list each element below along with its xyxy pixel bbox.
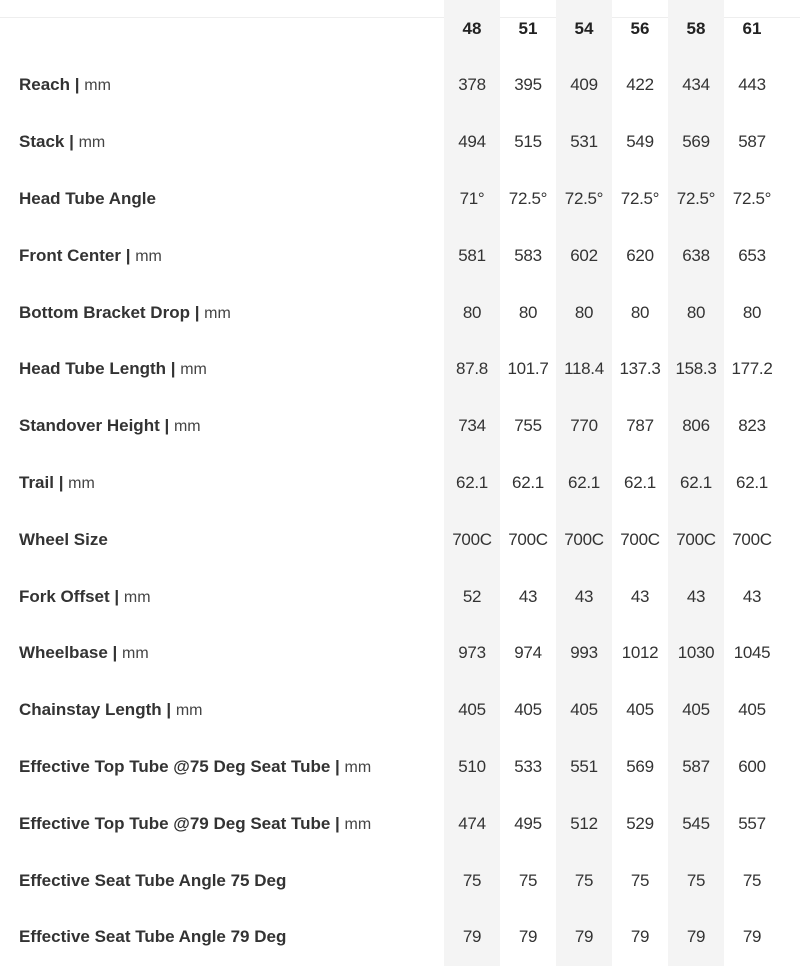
row-label [0,625,444,682]
size-value-cell: 405 [444,682,500,739]
row-label-separator: | [166,359,181,379]
size-value-cell: 43 [630,586,650,606]
size-value-cell: 79 [742,927,762,947]
row-label-name: Effective Seat Tube Angle 75 Deg [19,870,287,890]
table-row [0,739,780,796]
size-value-cell: 443 [738,75,766,95]
row-label-name: Head Tube Angle [19,188,156,208]
size-value-cell: 80 [556,284,612,341]
size-value-cell: 72.5° [556,171,612,228]
size-value-cell: 422 [626,75,654,95]
row-label-separator: | [189,302,205,322]
size-value-cell: 755 [514,416,542,436]
row-label-separator: | [109,586,124,606]
size-value-cell: 71° [444,171,500,228]
row-label-separator: | [70,75,85,95]
size-value-cell: 405 [626,700,654,720]
row-label-name: Effective Top Tube @75 Deg Seat Tube [19,756,331,776]
table-row [0,284,780,341]
row-label-separator: | [64,132,79,152]
row-label-unit: mm [344,758,372,776]
table-row [0,341,780,398]
size-value-cell: 80 [668,284,724,341]
size-value-cell: 79 [668,909,724,966]
row-label [0,909,444,966]
size-value-cell: 80 [630,302,650,322]
label-column-header [0,0,444,57]
row-label [0,568,444,625]
row-label-name: Head Tube Length [19,359,167,379]
size-value-cell: 1012 [621,643,659,663]
row-label [0,341,444,398]
size-value-cell: 700C [668,511,724,568]
row-label-unit: mm [135,247,162,265]
row-label [0,455,444,512]
row-label [0,682,444,739]
row-label-unit: mm [173,418,201,436]
size-value-cell: 75 [444,852,500,909]
size-value-cell: 512 [556,795,612,852]
size-value-cell: 587 [668,739,724,796]
table-row [0,455,780,512]
row-label-separator: | [159,416,174,436]
size-value-cell: 600 [738,756,766,776]
row-label-separator: | [161,700,176,720]
size-value-cell: 72.5° [732,188,772,208]
table-row [0,171,780,228]
size-value-cell: 75 [556,852,612,909]
size-value-cell: 79 [630,927,650,947]
size-value-cell: 770 [556,398,612,455]
row-label-name: Wheelbase [19,643,108,663]
size-value-cell: 557 [738,813,766,833]
size-header: 61 [742,18,762,38]
row-label-name: Chainstay Length [19,700,162,720]
table-row [0,227,780,284]
size-value-cell: 587 [738,132,766,152]
row-label [0,511,444,568]
table-row [0,909,780,966]
size-value-cell: 734 [444,398,500,455]
size-value-cell: 495 [514,813,542,833]
size-value-cell: 43 [518,586,538,606]
row-label-unit: mm [344,815,372,833]
row-label-separator: | [53,472,69,492]
table-row [0,57,780,114]
table-row [0,625,780,682]
size-value-cell: 569 [668,114,724,171]
size-value-cell: 62.1 [444,455,500,512]
row-label-name: Trail [19,472,54,492]
size-value-cell: 409 [556,57,612,114]
size-header: 54 [556,0,612,57]
row-label-unit: mm [180,361,207,379]
size-value-cell: 405 [556,682,612,739]
size-value-cell: 62.1 [512,472,544,492]
size-value-cell: 80 [742,302,762,322]
table-row [0,114,780,171]
size-value-cell: 823 [738,416,766,436]
row-label-unit: mm [122,645,149,663]
size-header: 51 [518,18,538,38]
table-row [0,852,780,909]
row-label-separator: | [330,813,345,833]
row-label-name: Reach [19,75,71,95]
size-value-cell: 434 [668,57,724,114]
size-value-cell: 378 [444,57,500,114]
row-label-name: Wheel Size [19,529,108,549]
size-value-cell: 700C [508,529,548,549]
size-value-cell: 405 [738,700,766,720]
size-value-cell: 177.2 [731,359,773,379]
row-label-separator: | [107,643,123,663]
row-label-separator: | [121,245,136,265]
size-value-cell: 529 [626,813,654,833]
row-label-name: Front Center [19,245,121,265]
size-value-cell: 787 [626,416,654,436]
size-value-cell: 545 [668,795,724,852]
row-label [0,57,444,114]
table-row [0,568,780,625]
row-label-name: Fork Offset [19,586,110,606]
table-row [0,682,780,739]
row-label-name: Effective Top Tube @79 Deg Seat Tube [19,813,331,833]
row-label [0,795,444,852]
row-label-unit: mm [78,134,106,152]
row-label [0,227,444,284]
size-value-cell: 700C [556,511,612,568]
size-value-cell: 62.1 [668,455,724,512]
size-value-cell: 549 [626,132,654,152]
size-value-cell: 494 [444,114,500,171]
size-value-cell: 602 [556,227,612,284]
row-label-name: Effective Seat Tube Angle 79 Deg [19,927,287,947]
table-row [0,398,780,455]
size-value-cell: 700C [620,529,660,549]
table-row [0,511,780,568]
size-header: 56 [630,18,650,38]
size-value-cell: 395 [514,75,542,95]
row-label [0,739,444,796]
row-label [0,114,444,171]
size-value-cell: 405 [668,682,724,739]
size-value-cell: 75 [518,870,538,890]
size-value-cell: 62.1 [624,472,656,492]
size-value-cell: 72.5° [508,188,548,208]
row-label-name: Bottom Bracket Drop [19,302,190,322]
row-label [0,398,444,455]
size-value-cell: 79 [556,909,612,966]
size-value-cell: 80 [518,302,538,322]
row-label-name: Stack [19,132,65,152]
size-value-cell: 653 [738,245,766,265]
size-value-cell: 62.1 [736,472,768,492]
size-value-cell: 551 [556,739,612,796]
size-value-cell: 72.5° [668,171,724,228]
size-header: 58 [668,0,724,57]
size-value-cell: 533 [514,756,542,776]
size-value-cell: 79 [444,909,500,966]
size-value-cell: 700C [732,529,772,549]
size-value-cell: 62.1 [556,455,612,512]
size-value-cell: 72.5° [620,188,660,208]
size-header-row [0,0,780,57]
size-value-cell: 405 [514,700,542,720]
size-value-cell: 158.3 [668,341,724,398]
row-label [0,284,444,341]
size-value-cell: 75 [742,870,762,890]
row-label-unit: mm [84,77,111,95]
size-value-cell: 581 [444,227,500,284]
size-value-cell: 510 [444,739,500,796]
size-value-cell: 80 [444,284,500,341]
size-value-cell: 974 [514,643,542,663]
row-label [0,852,444,909]
size-value-cell: 474 [444,795,500,852]
size-value-cell: 993 [556,625,612,682]
size-value-cell: 87.8 [444,341,500,398]
geometry-table-body [0,57,780,966]
size-value-cell: 75 [668,852,724,909]
row-label-unit: mm [123,588,151,606]
row-label-name: Standover Height [19,416,160,436]
size-value-cell: 620 [626,245,654,265]
size-value-cell: 101.7 [507,359,549,379]
table-row [0,795,780,852]
size-header: 48 [444,0,500,57]
row-label-unit: mm [68,474,95,492]
row-label [0,171,444,228]
size-value-cell: 1045 [733,643,771,663]
size-value-cell: 52 [444,568,500,625]
size-value-cell: 973 [444,625,500,682]
size-value-cell: 515 [514,132,542,152]
size-value-cell: 1030 [668,625,724,682]
size-value-cell: 79 [518,927,538,947]
size-value-cell: 700C [444,511,500,568]
size-value-cell: 118.4 [556,341,612,398]
row-label-separator: | [330,756,345,776]
size-value-cell: 43 [742,586,762,606]
size-value-cell: 137.3 [619,359,661,379]
size-value-cell: 569 [626,756,654,776]
row-label-unit: mm [204,304,231,322]
size-value-cell: 43 [556,568,612,625]
size-value-cell: 638 [668,227,724,284]
size-value-cell: 43 [668,568,724,625]
row-label-unit: mm [175,702,203,720]
size-value-cell: 583 [514,245,542,265]
size-value-cell: 806 [668,398,724,455]
size-value-cell: 531 [556,114,612,171]
size-value-cell: 75 [630,870,650,890]
